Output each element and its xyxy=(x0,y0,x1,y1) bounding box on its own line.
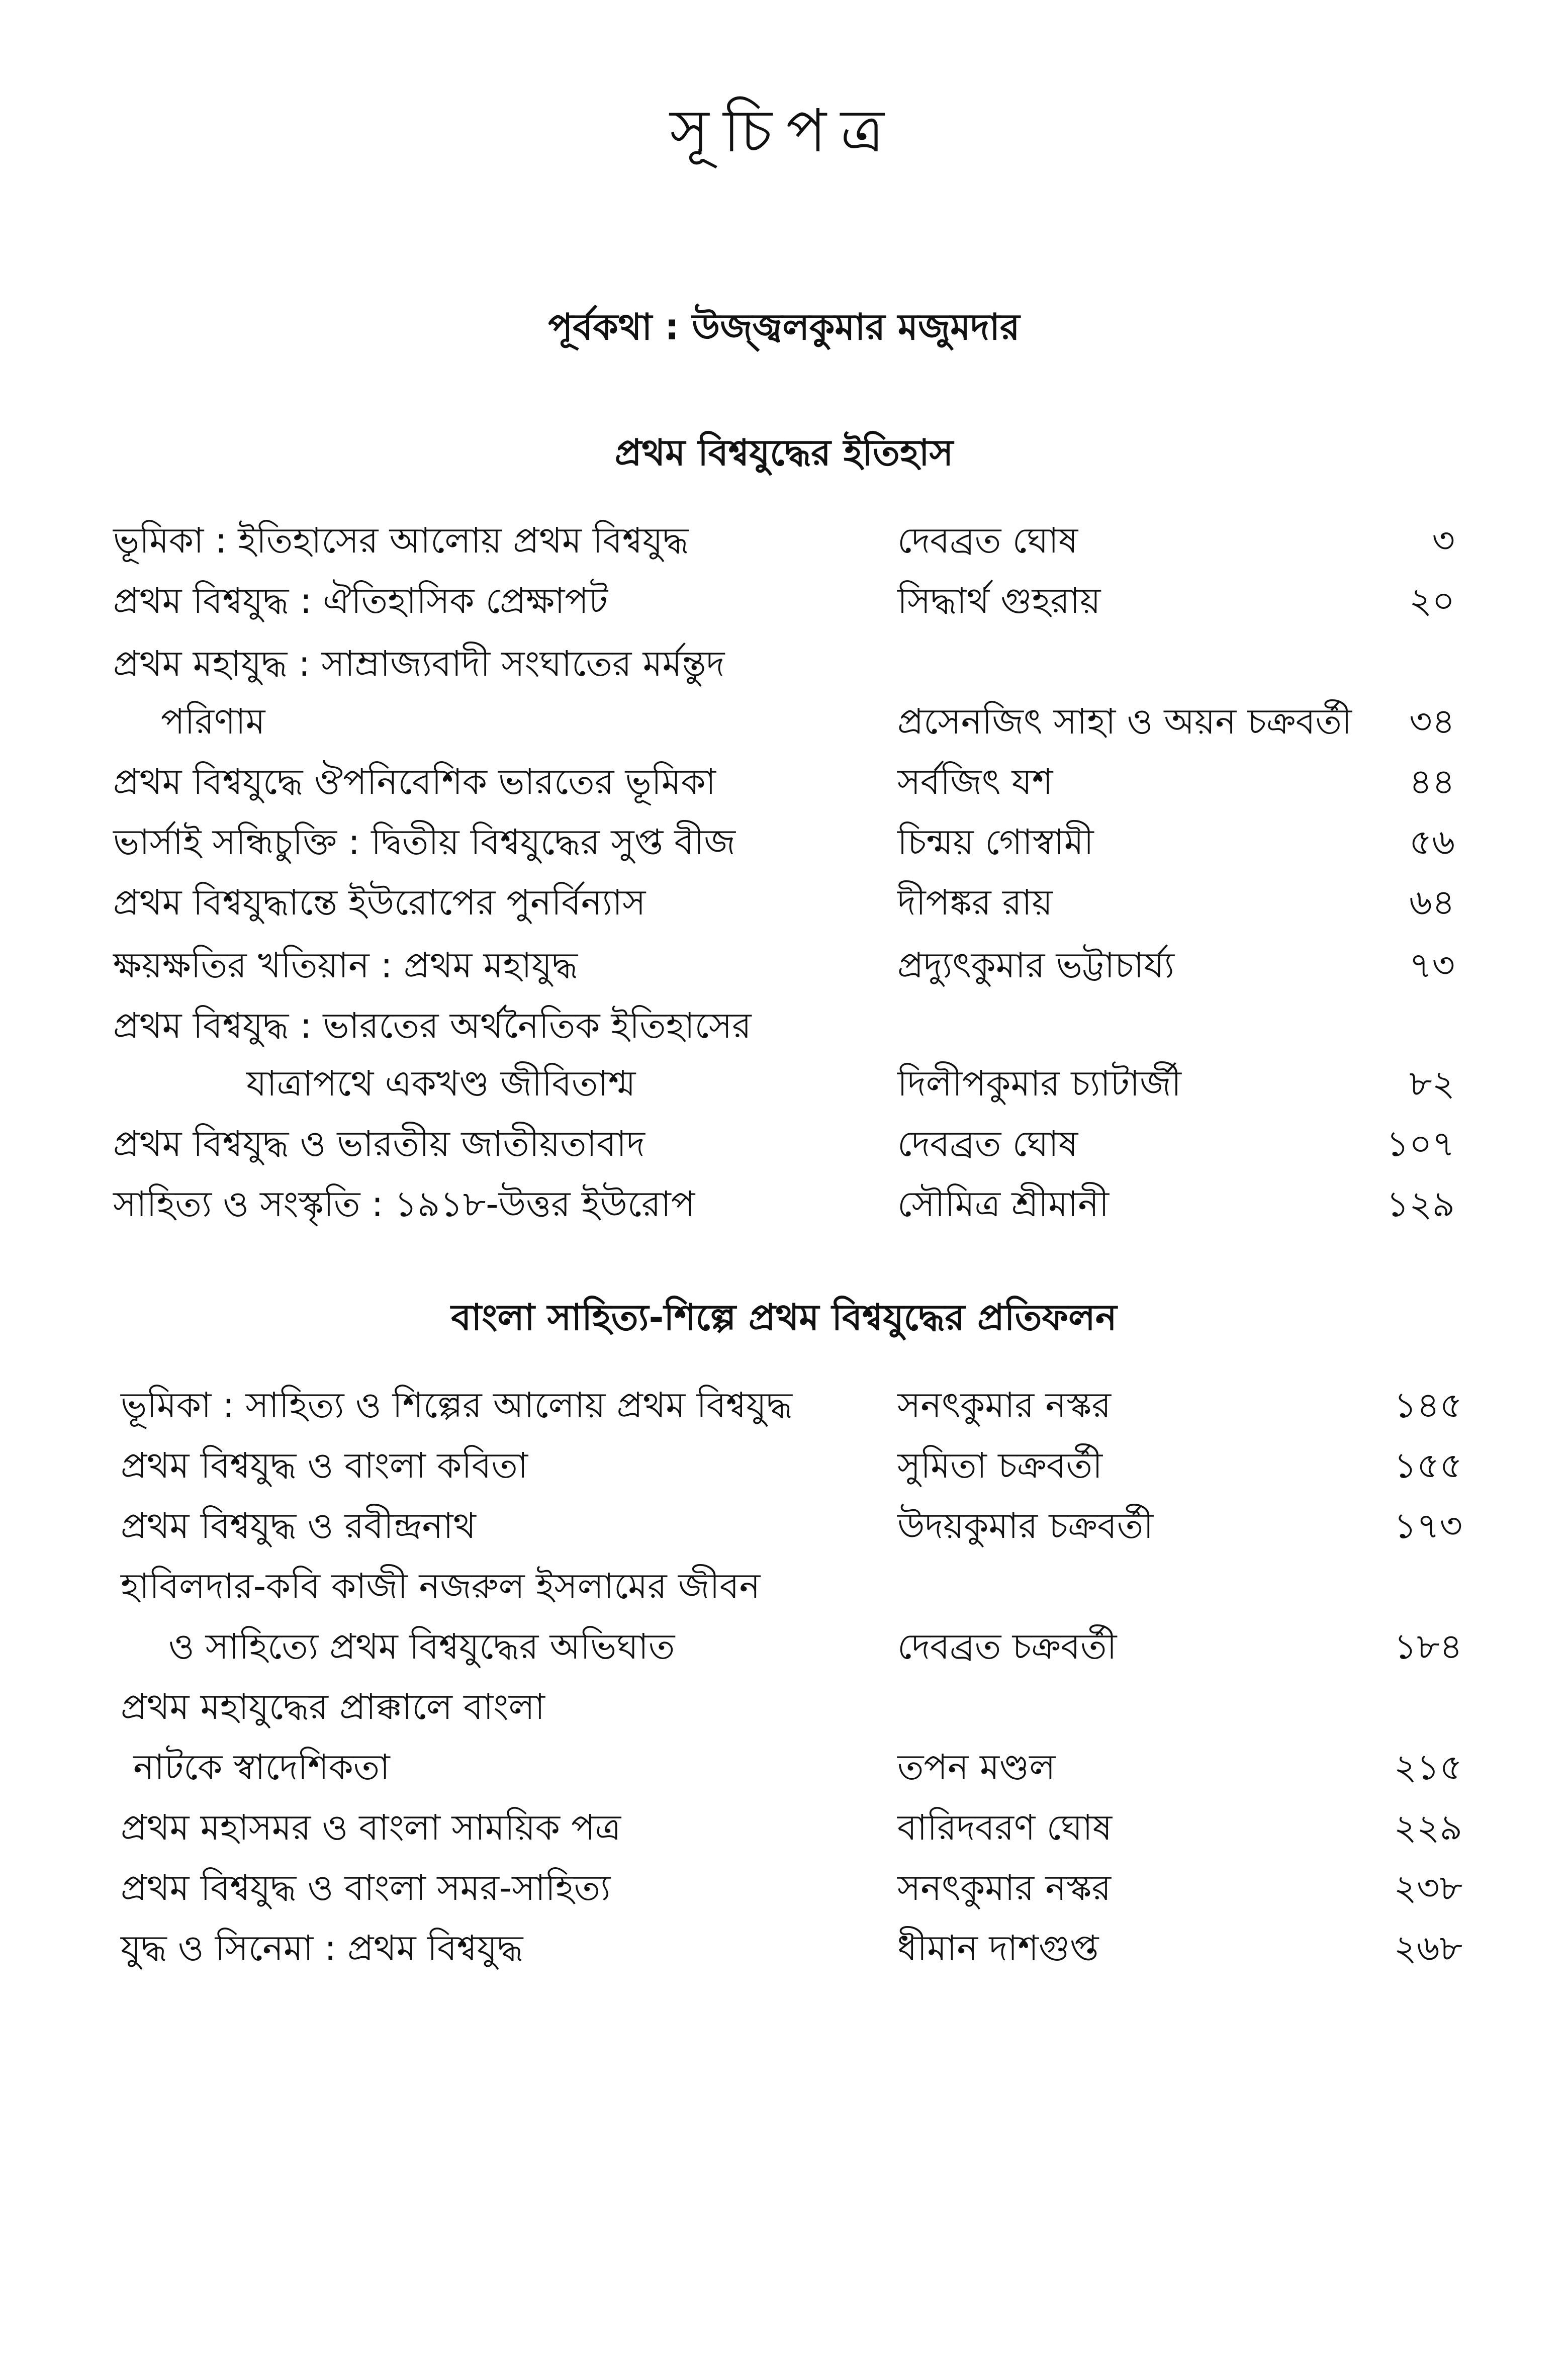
toc-entry-author: তপন মণ্ডল xyxy=(897,1747,1056,1788)
toc-entry-author: প্রদ্যুৎকুমার ভট্টাচার্য্য xyxy=(897,945,1174,986)
toc-entry-title: প্রথম বিশ্বযুদ্ধ ও রবীন্দ্রনাথ xyxy=(121,1505,476,1546)
toc-entry-page-number: ৬৪ xyxy=(1409,882,1455,923)
toc-entry-title: যাত্রাপথে একখণ্ড জীবিতাশ্ম xyxy=(246,1063,636,1104)
toc-entry-author: দেবব্রত ঘোষ xyxy=(897,1123,1078,1164)
toc-entry xyxy=(0,571,1568,631)
toc-entry-page-number: ২২৯ xyxy=(1394,1807,1462,1848)
toc-entry-title: যুদ্ধ ও সিনেমা : প্রথম বিশ্বযুদ্ধ xyxy=(121,1928,523,1969)
toc-entry-page-number: ১০৭ xyxy=(1386,1123,1455,1164)
toc-entry-page-number: ২৬৮ xyxy=(1394,1928,1462,1969)
toc-entry-page-number: ৪৪ xyxy=(1409,761,1455,802)
toc-entry-author: প্রসেনজিৎ সাহা ও অয়ন চক্রবর্তী xyxy=(897,701,1352,742)
toc-entry xyxy=(0,1737,1568,1797)
toc-entry xyxy=(0,1174,1568,1234)
toc-entry-page-number: ৩৪ xyxy=(1409,701,1455,742)
toc-entry-title: প্রথম বিশ্বযুদ্ধ : ভারতের অর্থনৈতিক ইতিহাসের xyxy=(113,1005,752,1046)
toc-entry-title: প্রথম মহাসমর ও বাংলা সাময়িক পত্র xyxy=(121,1807,621,1848)
toc-entry-title: প্রথম বিশ্বযুদ্ধ ও বাংলা সমর-সাহিত্য xyxy=(121,1867,611,1908)
toc-entry-title: সাহিত্য ও সংস্কৃতি : ১৯১৮-উত্তর ইউরোপ xyxy=(113,1183,695,1225)
section-heading-literature: বাংলা সাহিত্য-শিল্পে প্রথম বিশ্বযুদ্ধের প্রতিফলন xyxy=(451,1296,1117,1338)
toc-entry-title: প্রথম বিশ্বযুদ্ধ ও ভারতীয় জাতীয়তাবাদ xyxy=(113,1123,645,1164)
toc-entry-page-number: ১৭৩ xyxy=(1394,1505,1462,1546)
toc-entry xyxy=(0,872,1568,933)
toc-entry-author: দীপঙ্কর রায় xyxy=(897,882,1053,923)
toc-entry-author: সৌমিত্র শ্রীমানী xyxy=(897,1183,1110,1225)
toc-entry-author: ধীমান দাশগুপ্ত xyxy=(897,1928,1099,1969)
toc-entry xyxy=(0,1435,1568,1496)
toc-entry xyxy=(0,1616,1568,1677)
toc-entry-page-number: ৩ xyxy=(1432,520,1455,561)
toc-entry-author: সনৎকুমার নস্কর xyxy=(897,1385,1112,1426)
foreword-line: পূর্বকথা : উজ্জ্বলকুমার মজুমদার xyxy=(548,306,1020,348)
toc-entry-author: দেবব্রত চক্রবর্তী xyxy=(897,1626,1117,1667)
toc-entry-page-number: ২৩৮ xyxy=(1394,1867,1462,1908)
toc-entry xyxy=(0,691,1568,752)
page-title: সূচিপত্র xyxy=(670,96,898,165)
toc-entry-author: দেবব্রত ঘোষ xyxy=(897,520,1078,561)
toc-entry-page-number: ১৮৪ xyxy=(1394,1626,1462,1667)
toc-entry xyxy=(0,812,1568,872)
toc-entry-title: হাবিলদার-কবি কাজী নজরুল ইসলামের জীবন xyxy=(121,1566,761,1607)
toc-entry xyxy=(0,1053,1568,1114)
toc-entry xyxy=(0,1375,1568,1435)
toc-entry-page-number: ৮২ xyxy=(1409,1063,1455,1104)
toc-entry xyxy=(0,1556,1568,1616)
toc-entry-title: পরিণাম xyxy=(161,701,265,742)
toc-entry-title: প্রথম বিশ্বযুদ্ধ : ঐতিহাসিক প্রেক্ষাপট xyxy=(113,580,608,621)
toc-entry-author: সনৎকুমার নস্কর xyxy=(897,1867,1112,1908)
toc-entry-title: নাটকে স্বাদেশিকতা xyxy=(133,1747,390,1788)
section-heading-history: প্রথম বিশ্বযুদ্ধের ইতিহাস xyxy=(614,431,954,474)
toc-entry-title: প্রথম বিশ্বযুদ্ধ ও বাংলা কবিতা xyxy=(121,1445,528,1486)
toc-entry-author: সিদ্ধার্থ গুহরায় xyxy=(897,580,1101,621)
toc-entry-title: প্রথম মহাযুদ্ধের প্রাক্কালে বাংলা xyxy=(121,1686,545,1727)
toc-entry-page-number: ৭৩ xyxy=(1409,945,1455,986)
toc-entry xyxy=(0,935,1568,995)
toc-entry-author: সর্বজিৎ যশ xyxy=(897,761,1053,802)
toc-entry-title: প্রথম বিশ্বযুদ্ধে ঔপনিবেশিক ভারতের ভূমিকা xyxy=(113,761,716,802)
toc-entry-page-number: ১২৯ xyxy=(1386,1183,1455,1225)
toc-entry xyxy=(0,1918,1568,1978)
toc-entry xyxy=(0,1114,1568,1174)
toc-entry xyxy=(0,510,1568,571)
toc-entry-author: দিলীপকুমার চ্যাটার্জী xyxy=(897,1063,1181,1104)
toc-entry-page-number: ২০ xyxy=(1409,580,1455,621)
toc-entry-author: চিন্ময় গোস্বামী xyxy=(897,821,1094,863)
toc-entry xyxy=(0,1496,1568,1556)
toc-entry xyxy=(0,1677,1568,1737)
toc-entry xyxy=(0,1858,1568,1918)
toc-entry-title: ভার্সাই সন্ধিচুক্তি : দ্বিতীয় বিশ্বযুদ্ধের সুপ্ত বীজ xyxy=(113,821,736,863)
toc-entry-page-number: ১৪৫ xyxy=(1394,1385,1462,1426)
toc-entry xyxy=(0,995,1568,1056)
toc-entry xyxy=(0,752,1568,812)
toc-entry-title: ক্ষয়ক্ষতির খতিয়ান : প্রথম মহাযুদ্ধ xyxy=(113,945,578,986)
toc-entry-title: ও সাহিত্যে প্রথম বিশ্বযুদ্ধের অভিঘাত xyxy=(168,1626,675,1667)
toc-entry xyxy=(0,1797,1568,1858)
toc-entry-title: প্রথম বিশ্বযুদ্ধান্তে ইউরোপের পুনর্বিন্যাস xyxy=(113,882,646,923)
toc-entry-page-number: ২১৫ xyxy=(1394,1747,1462,1788)
toc-entry-title: ভূমিকা : সাহিত্য ও শিল্পের আলোয় প্রথম বিশ্বযুদ্ধ xyxy=(121,1385,792,1426)
toc-entry-author: বারিদবরণ ঘোষ xyxy=(897,1807,1113,1848)
toc-entry-author: সুমিতা চক্রবর্তী xyxy=(897,1445,1103,1486)
toc-entry-author: উদয়কুমার চক্রবর্তী xyxy=(897,1505,1154,1546)
toc-entry-title: প্রথম মহাযুদ্ধ : সাম্রাজ্যবাদী সংঘাতের মর্মন্তুদ xyxy=(113,643,725,684)
toc-entry-page-number: ১৫৫ xyxy=(1394,1445,1462,1486)
toc-entry-page-number: ৫৬ xyxy=(1409,821,1455,863)
toc-entry-title: ভূমিকা : ইতিহাসের আলোয় প্রথম বিশ্বযুদ্ধ xyxy=(113,520,689,561)
toc-entry xyxy=(0,633,1568,694)
